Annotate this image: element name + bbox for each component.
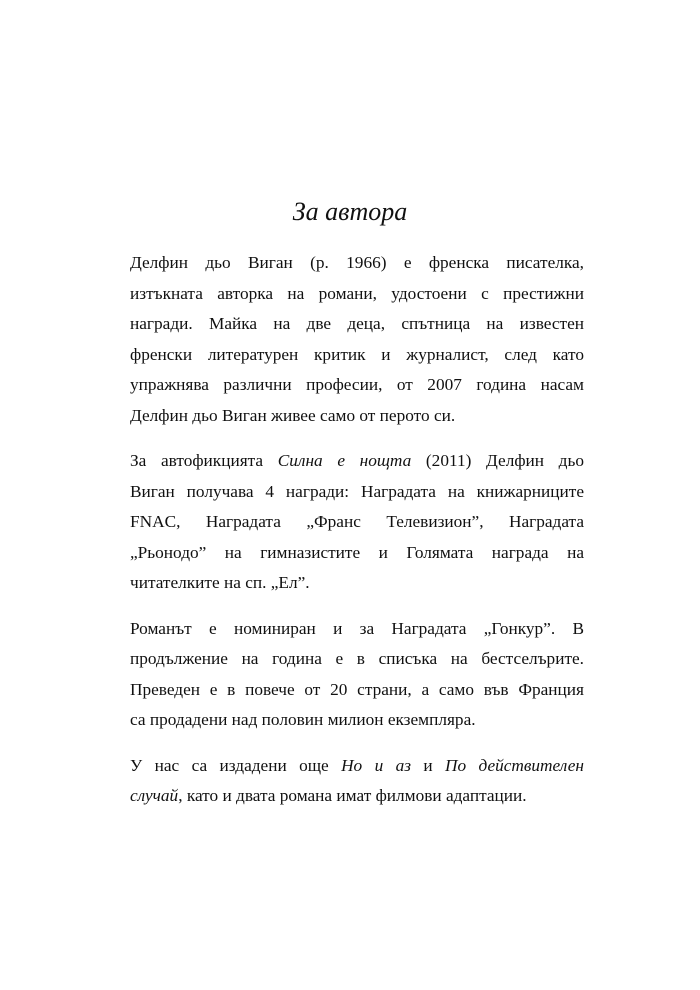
text-line [130, 781, 584, 812]
text-line: Преведен е в повече от 20 страни, а само във Франция [130, 679, 584, 699]
text-line: Делфин дьо Виган (р. 1966) е френска писателка, [130, 253, 584, 272]
page-title: За автора [292, 197, 408, 226]
text-segment: У нас са издадени още [130, 755, 342, 775]
text-segment: и [410, 755, 445, 775]
text-line: са продадени над половин милион екземпляра. [130, 710, 476, 729]
text-line: FNAC, Наградата „Франс Телевизион”, Наградата [130, 512, 584, 531]
text-line: Романът е номиниран и за Наградата „Гонкур”. В [130, 618, 584, 638]
bio-paragraph-1 [130, 248, 584, 431]
author-bio [130, 248, 584, 827]
text-line: читателките на сп. „Ел”. [130, 573, 310, 592]
text-line: упражнява различни професии, от 2007 година насам [130, 375, 584, 394]
text-line: френски литературен критик и журналист, след като [130, 344, 584, 364]
book-title-po-deystvitelen-sluchay-part1: По действителен [445, 755, 584, 775]
text-line: изтъкната авторка на романи, удостоени с престижни [130, 283, 584, 303]
text-line: продължение на година е в списъка на бестселърите. [130, 649, 584, 668]
book-title-no-i-az: Но и аз [341, 755, 411, 775]
bio-paragraph-4 [130, 751, 584, 812]
text-line [130, 751, 584, 782]
text-segment: (2011) Делфин дьо [411, 451, 584, 470]
text-line: „Рьонодо” на гимназистите и Голямата награда на [130, 542, 584, 562]
book-title-silna-e-noshtta: Силна е нощта [277, 451, 412, 470]
bio-paragraph-3 [130, 614, 584, 736]
text-line: Виган получава 4 награди: Наградата на книжарниците [130, 481, 584, 501]
book-title-po-deystvitelen-sluchay-part2: случай [130, 786, 179, 805]
bio-paragraph-2 [130, 446, 584, 599]
text-line: награди. Майка на две деца, спътница на известен [130, 314, 584, 333]
text-segment: За автофикцията [130, 451, 278, 470]
text-line: Делфин дьо Виган живее само от перото си. [130, 405, 456, 425]
text-segment: , като и двата романа имат филмови адаптации. [178, 786, 527, 805]
text-line [130, 446, 584, 477]
